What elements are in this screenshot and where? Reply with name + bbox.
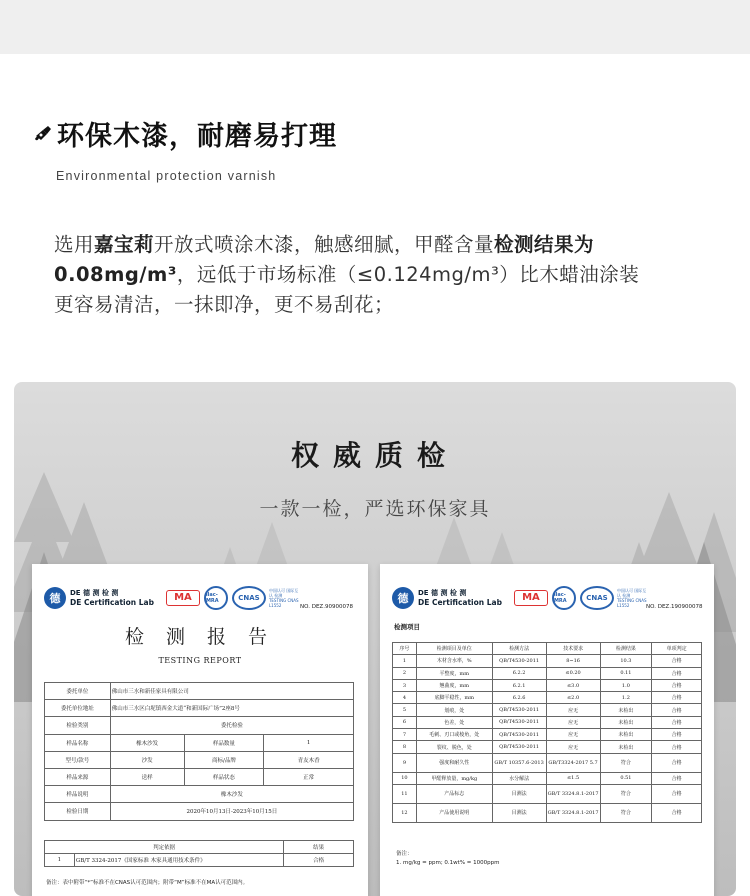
cell: 10 bbox=[393, 772, 417, 784]
cell: 沙发 bbox=[110, 751, 184, 768]
cell: 判定依据 bbox=[45, 841, 284, 854]
header-cell: 技术要求 bbox=[546, 643, 600, 655]
cell: 裂纹、脱色，处 bbox=[416, 741, 492, 753]
cell: 应无 bbox=[546, 704, 600, 716]
section-heading bbox=[33, 114, 337, 153]
cell: 木材含水率，% bbox=[416, 655, 492, 667]
report-number: NO. DEZ.90900078 bbox=[300, 604, 353, 610]
cell: 合格 bbox=[652, 692, 702, 704]
table-row bbox=[393, 679, 702, 691]
desc-part: 开放式喷涂木漆，触感细腻，甲醛含量 bbox=[154, 233, 495, 256]
test-report-page-2 bbox=[380, 564, 714, 896]
lab-name-en: DE Certification Lab bbox=[70, 598, 154, 607]
test-result: 检测结果为0.08mg/m³ bbox=[54, 233, 595, 286]
cell: 合格 bbox=[652, 741, 702, 753]
cell: 合格 bbox=[652, 753, 702, 772]
cell: GB/T 3324.8.1-2017 bbox=[546, 803, 600, 822]
cert-text: 中国认可 国际互认 检测 TESTING CNAS L1552 bbox=[268, 588, 299, 608]
table-row bbox=[393, 716, 702, 728]
table-row bbox=[393, 772, 702, 784]
top-band bbox=[0, 0, 750, 54]
cell: 合格 bbox=[652, 679, 702, 691]
cell: 1.2 bbox=[600, 692, 652, 704]
cell: GB/T3324-2017 5.7 bbox=[546, 753, 600, 772]
lab-name-en: DE Certification Lab bbox=[418, 598, 502, 607]
certification-logos bbox=[44, 586, 299, 610]
lab-name-cn: DE 德 测 检 测 bbox=[70, 589, 119, 597]
cell: QB/T4530-2011 bbox=[492, 729, 546, 741]
cell: 12 bbox=[393, 803, 417, 822]
heading-subtitle: Environmental protection varnish bbox=[56, 169, 277, 183]
cell: 样品数量 bbox=[184, 734, 264, 751]
paint-brush-icon bbox=[33, 124, 53, 144]
cell: GB/T 10357.6-2013 bbox=[492, 753, 546, 772]
cell: 10.3 bbox=[600, 655, 652, 667]
cell: 产品使用说明 bbox=[416, 803, 492, 822]
heading-title: 环保木漆，耐磨易打理 bbox=[57, 121, 337, 152]
note-title: 备注： bbox=[396, 851, 413, 857]
cell: 合格 bbox=[284, 854, 354, 867]
table-row bbox=[45, 700, 354, 717]
cell: 结果 bbox=[284, 841, 354, 854]
de-lab-logo-icon: 德 bbox=[392, 587, 414, 609]
description-text bbox=[54, 230, 654, 320]
cell: 平整度，mm bbox=[416, 667, 492, 679]
table-row bbox=[45, 854, 354, 867]
lab-name bbox=[70, 589, 154, 607]
cell: 商标/品牌 bbox=[184, 751, 264, 768]
cell: 符合 bbox=[600, 803, 652, 822]
cell: 橡木沙发 bbox=[110, 734, 184, 751]
cell: 正常 bbox=[264, 768, 354, 785]
cell: 合格 bbox=[652, 667, 702, 679]
panel-title: 权威质检 bbox=[290, 439, 459, 472]
cell: 5 bbox=[393, 704, 417, 716]
header-cell: 序号 bbox=[393, 643, 417, 655]
certification-logos bbox=[392, 586, 647, 610]
table-row bbox=[45, 786, 354, 803]
cell: QB/T4530-2011 bbox=[492, 655, 546, 667]
table-row bbox=[45, 717, 354, 734]
table-row bbox=[393, 729, 702, 741]
cell: 0.51 bbox=[600, 772, 652, 784]
table-row bbox=[393, 741, 702, 753]
cell: 8 bbox=[393, 741, 417, 753]
cell: 产品标志 bbox=[416, 784, 492, 803]
table-row bbox=[393, 655, 702, 667]
report-note: 备注：表中附带“*”标准不在CNAS认可范围内；附带“M”标准不在MA认可范围内。 bbox=[46, 880, 249, 886]
cell: QB/T4530-2011 bbox=[492, 704, 546, 716]
report-title: 检 测 报 告 bbox=[124, 626, 276, 648]
cnas-badge-icon: CNAS bbox=[580, 586, 614, 610]
cell: 型号/款号 bbox=[45, 751, 111, 768]
header-cell: 检测结果 bbox=[600, 643, 652, 655]
judgement-table bbox=[44, 840, 354, 867]
cell: 样品名称 bbox=[45, 734, 111, 751]
table-row bbox=[45, 803, 354, 820]
brand-name: 嘉宝莉 bbox=[94, 233, 155, 256]
cell: 佛山市三水区白坭镇西金大道“和新国际广场”2座8号 bbox=[110, 700, 353, 717]
cell: 目测法 bbox=[492, 803, 546, 822]
items-label: 检测项目 bbox=[394, 623, 420, 631]
table-row bbox=[393, 803, 702, 822]
cell: 样品说明 bbox=[45, 786, 111, 803]
cell: 6.2.2 bbox=[492, 667, 546, 679]
table-row bbox=[393, 667, 702, 679]
table-row bbox=[393, 692, 702, 704]
ma-badge-icon: MA bbox=[166, 590, 200, 606]
cell: 委托单位地址 bbox=[45, 700, 111, 717]
cell: 11 bbox=[393, 784, 417, 803]
report-number: NO. DEZ.190900078 bbox=[646, 604, 703, 610]
cell: 1 bbox=[45, 854, 75, 867]
header-cell: 检测项目及单位 bbox=[416, 643, 492, 655]
ilac-badge-icon: ilac-MRA bbox=[204, 586, 228, 610]
cell: 检验日期 bbox=[45, 803, 111, 820]
table-row bbox=[45, 768, 354, 785]
cell: 7 bbox=[393, 729, 417, 741]
table-row bbox=[45, 841, 354, 854]
cell: 应无 bbox=[546, 716, 600, 728]
cell: 毛刺、刃口或棱角，处 bbox=[416, 729, 492, 741]
cell: 强度和耐久性 bbox=[416, 753, 492, 772]
report-subtitle: TESTING REPORT bbox=[158, 656, 242, 665]
cell: 未检出 bbox=[600, 729, 652, 741]
table-row bbox=[393, 784, 702, 803]
cell: 翘曲度，mm bbox=[416, 679, 492, 691]
cell: 应无 bbox=[546, 729, 600, 741]
cell: 1 bbox=[264, 734, 354, 751]
cell: 未检出 bbox=[600, 741, 652, 753]
header-cell: 检测方法 bbox=[492, 643, 546, 655]
cell: 委托单位 bbox=[45, 683, 111, 700]
cell: 1 bbox=[393, 655, 417, 667]
lab-name-cn: DE 德 测 检 测 bbox=[418, 589, 467, 597]
note-text: 1. mg/kg = ppm; 0.1wt% = 1000ppm bbox=[396, 860, 500, 866]
cell: 3 bbox=[393, 679, 417, 691]
table-row bbox=[45, 734, 354, 751]
table-row bbox=[393, 753, 702, 772]
cell: ≤0.20 bbox=[546, 667, 600, 679]
cell: 橡木沙发 bbox=[110, 786, 353, 803]
cell: 6 bbox=[393, 716, 417, 728]
cell: ≤1.5 bbox=[546, 772, 600, 784]
test-report-page-1 bbox=[32, 564, 368, 896]
cell: 底脚平稳性，mm bbox=[416, 692, 492, 704]
cell: QB/T4530-2011 bbox=[492, 741, 546, 753]
cell: 2020年10月13日-2023年10月15日 bbox=[110, 803, 353, 820]
cell: 4 bbox=[393, 692, 417, 704]
cell: 检验类别 bbox=[45, 717, 111, 734]
quality-panel bbox=[14, 382, 736, 896]
table-row bbox=[45, 683, 354, 700]
cell: 佛山市三水和新佳家具有限公司 bbox=[110, 683, 353, 700]
cell: 水分解法 bbox=[492, 772, 546, 784]
panel-subtitle: 一款一检，严选环保家具 bbox=[259, 498, 491, 520]
cell: 合格 bbox=[652, 655, 702, 667]
cell: 未检出 bbox=[600, 716, 652, 728]
cell: 合格 bbox=[652, 784, 702, 803]
cell: 8~16 bbox=[546, 655, 600, 667]
de-lab-logo-icon: 德 bbox=[44, 587, 66, 609]
cell: 甲醛释放量，mg/kg bbox=[416, 772, 492, 784]
cell: ≤2.0 bbox=[546, 692, 600, 704]
ilac-badge-icon: ilac-MRA bbox=[552, 586, 576, 610]
cell: QB/T4530-2011 bbox=[492, 716, 546, 728]
cell: 符合 bbox=[600, 784, 652, 803]
cell: 9 bbox=[393, 753, 417, 772]
cell: 送样 bbox=[110, 768, 184, 785]
table-header-row bbox=[393, 643, 702, 655]
lab-name bbox=[418, 589, 502, 607]
cell: 样品状态 bbox=[184, 768, 264, 785]
cell: 0.11 bbox=[600, 667, 652, 679]
cell: 未检出 bbox=[600, 704, 652, 716]
cell: 6.2.6 bbox=[492, 692, 546, 704]
cell: GB/T 3324.8.1-2017 bbox=[546, 784, 600, 803]
cell: 合格 bbox=[652, 729, 702, 741]
cell: 合格 bbox=[652, 716, 702, 728]
report-info-table bbox=[44, 682, 354, 821]
cell: 委托检验 bbox=[110, 717, 353, 734]
cell: 1.0 bbox=[600, 679, 652, 691]
cell: 目测法 bbox=[492, 784, 546, 803]
cell: 合格 bbox=[652, 803, 702, 822]
cert-text: 中国认可 国际互认 检测 TESTING CNAS L1552 bbox=[616, 588, 647, 608]
header-cell: 单项判定 bbox=[652, 643, 702, 655]
cell: 划痕，处 bbox=[416, 704, 492, 716]
cell: GB/T 3324-2017《国家标准 木家具通用技术条件》 bbox=[74, 854, 284, 867]
cnas-badge-icon: CNAS bbox=[232, 586, 266, 610]
cell: 6.2.1 bbox=[492, 679, 546, 691]
report-note bbox=[396, 850, 500, 868]
ma-badge-icon: MA bbox=[514, 590, 548, 606]
cell: 应无 bbox=[546, 741, 600, 753]
table-row bbox=[393, 704, 702, 716]
desc-part: 选用 bbox=[54, 233, 95, 256]
table-row bbox=[45, 751, 354, 768]
cell: 青友木香 bbox=[264, 751, 354, 768]
cell: 2 bbox=[393, 667, 417, 679]
cell: 样品来源 bbox=[45, 768, 111, 785]
cell: 合格 bbox=[652, 704, 702, 716]
cell: 合格 bbox=[652, 772, 702, 784]
cell: 色差，处 bbox=[416, 716, 492, 728]
cell: 符合 bbox=[600, 753, 652, 772]
test-items-table bbox=[392, 642, 702, 823]
desc-part: ，远低于市场标准（≤0.124mg/m³）比木蜡油涂装更容易清洁，一抹即净，更不易刮花； bbox=[54, 263, 640, 316]
cell: ≤3.0 bbox=[546, 679, 600, 691]
